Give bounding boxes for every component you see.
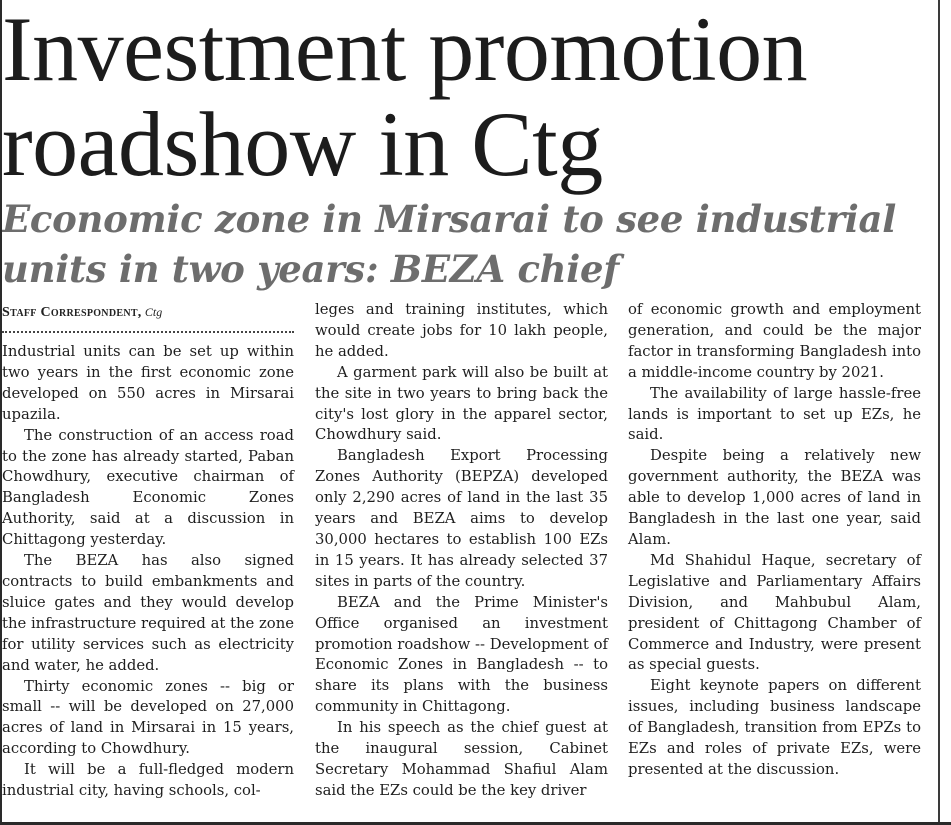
paragraph: Despite being a relatively new government authority, the BEZA was able to develop 1,000 acres of land in Bangladesh in the last one year, said Alam.	[628, 447, 921, 548]
scan-edge-left	[0, 0, 2, 825]
paragraph-start: In his speech as the chief guest at the inaugural session, Cabinet Secretary Mohammad Shafiul Alam said the EZs could be the key driver	[315, 719, 608, 799]
subheadline	[2, 194, 937, 294]
paragraph-start: It will be a full-fledged modern industrial city, having schools, col-	[2, 761, 294, 800]
paragraph: Bangladesh Export Processing Zones Authority (BEPZA) developed only 2,290 acres of land in the last 35 years and BEZA aims to develop 30,000 hectares to establish 100 EZs in 15 years. It has already selected 37 sites in parts of the country.	[315, 447, 608, 590]
paragraph: The BEZA has also signed contracts to build embankments and sluice gates and they would develop the infrastructure required at the zone for utility services such as electricity and water, he added.	[2, 552, 294, 674]
article-column-3	[628, 300, 921, 781]
paragraph: Industrial units can be set up within two years in the first economic zone developed on 550 acres in Mirsarai upazila.	[2, 343, 294, 423]
paragraph: The construction of an access road to the zone has already started, Paban Chowdhury, executive chairman of Bangladesh Economic Zones Authority, said at a discussion in Chittagong yesterday.	[2, 426, 294, 549]
subheadline-line-2: units in two years: BEZA chief	[2, 247, 619, 291]
paragraph: Thirty economic zones -- big or small -- will be developed on 27,000 acres of land in Mirsarai in 15 years, according to Chowdhury.	[2, 677, 294, 758]
paragraph-continuation: of economic growth and employment generation, and could be the major factor in transforming Bangladesh into a middle-income country by 2021.	[628, 301, 921, 381]
paragraph: A garment park will also be built at the site in two years to bring back the city's lost glory in the apparel sector, Chowdhury said.	[315, 363, 608, 444]
newspaper-clipping	[2, 0, 937, 825]
paragraph: BEZA and the Prime Minister's Office organised an investment promotion roadshow -- Development of Economic Zones in Bangladesh -- to share its plans with the business community in Chittagong.	[315, 593, 608, 716]
paragraph-continuation: leges and training institutes, which would create jobs for 10 lakh people, he added.	[315, 301, 608, 360]
paragraph: Md Shahidul Haque, secretary of Legislative and Parliamentary Affairs Division, and Mahbubul Alam, president of Chittagong Chamber of Commerce and Industry, were present as special guests.	[628, 551, 921, 674]
scan-edge-right	[938, 0, 940, 825]
subheadline-line-1: Economic zone in Mirsarai to see industrial	[2, 197, 896, 241]
byline-location: Ctg	[144, 305, 163, 319]
headline	[2, 0, 937, 195]
article-column-1	[2, 342, 294, 802]
paragraph: The availability of large hassle-free lands is important to set up EZs, he said.	[628, 384, 921, 444]
byline-divider	[2, 331, 294, 333]
headline-line-1: Investment promotion	[2, 0, 808, 100]
article-column-2	[315, 300, 608, 802]
headline-line-2: roadshow in Ctg	[2, 93, 603, 195]
byline	[2, 303, 294, 321]
paragraph: Eight keynote papers on different issues, including business landscape of Bangladesh, transition from EPZs to EZs and roles of private EZs, were presented at the discussion.	[628, 677, 921, 778]
byline-name: Staff Correspondent,	[2, 305, 142, 320]
